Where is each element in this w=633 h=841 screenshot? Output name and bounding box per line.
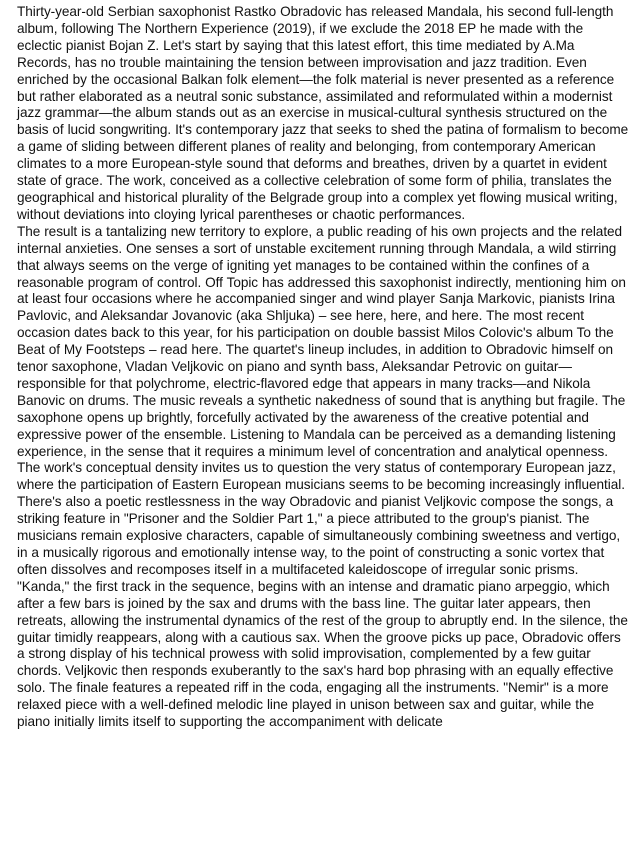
paragraph-intro: Thirty-year-old Serbian saxophonist Rastko Obradovic has released Mandala, his second full-length album, following The Northern Experience (2019), if we exclude the 2018 EP he made with the eclectic pianist Bojan Z. Let's start by saying that this latest effort, this time mediated by A.Ma Records, has no trouble maintaining the tension between improvisation and jazz tradition. Even enriched by the occasional Balkan folk element—the folk material is never presented as a reference but rather elaborated as a neutral sonic substance, assimilated and reformulated within a modernist jazz grammar—the album stands out as an exercise in musical-cultural synthesis structured on the basis of lucid songwriting. It's contemporary jazz that seeks to shed the patina of formalism to become a game of sliding between different planes of reality and belonging, from contemporary American climates to a more European-style sound that deforms and breathes, driven by a quartet in evident state of grace. The work, conceived as a collective celebration of some form of philia, translates the geographical and historical plurality of the Belgrade group into a complex yet flowing musical writing, without deviations into cloying lyrical parentheses or chaotic performances. xyxy=(17,4,629,222)
paragraph-kanda: "Kanda," the first track in the sequence, begins with an intense and dramatic piano arpeggio, which after a few bars is joined by the sax and drums with the bass line. The guitar later appears, then retreats, allowing the instrumental dynamics of the rest of the group to abruptly end. In the silence, the guitar timidly reappears, along with a cautious sax. When the groove picks up pace, Obradovic offers a strong display of his technical prowess with solid improvisation, complemented by a few guitar chords. Veljkovic then responds exuberantly to the sax's hard bop phrasing with an equally effective solo. The finale features a repeated riff in the coda, engaging all the instruments. "Nemir" is a more relaxed piece with a well-defined melodic line played in unison between sax and guitar, while the piano initially limits itself to supporting the accompaniment with delicate xyxy=(17,578,628,730)
paragraph-result: The result is a tantalizing new territory to explore, a public reading of his own projects and the related internal anxieties. One senses a sort of unstable excitement running through Mandala, a wild stirring that always seems on the verge of igniting yet manages to be contained within the confines of a reasonable program of control. Off Topic has addressed this saxophonist indirectly, mentioning him on at least four occasions where he accompanied singer and wind player Sanja Markovic, pianists Irina Pavlovic, and Aleksandar Jovanovic (aka Shljuka) – see here, here, and here. The most recent occasion dates back to this year, for his participation on double bassist Milos Colovic's album To the Beat of My Footsteps – read here. The quartet's lineup includes, in addition to Obradovic himself on tenor saxophone, Vladan Veljkovic on piano and synth bass, Aleksandar Petrovic on guitar—responsible for that polychrome, electric-flavored edge that appears in many tracks—and Nikola Banovic on drums. The music reveals a synthetic nakedness of sound that is anything but fragile. The saxophone opens up brightly, forcefully activated by the awareness of the creative potential and expressive power of the ensemble. Listening to Mandala can be perceived as a demanding listening experience, in the sense that it requires a minimum level of concentration and analytical openness. The work's conceptual density invites us to question the very status of contemporary European jazz, where the participation of Eastern European musicians seems to be becoming increasingly influential. There's also a poetic restlessness in the way Obradovic and pianist Veljkovic compose the songs, a striking feature in "Prisoner and the Soldier Part 1," a piece attributed to the group's pianist. The musicians remain explosive characters, capable of simultaneously combining sweetness and vertigo, in a musically rigorous and emotionally intense way, to the point of constructing a sonic vortex that often dissolves and recomposes itself in a multifaceted kaleidoscope of irregular sonic prisms. xyxy=(17,223,626,577)
